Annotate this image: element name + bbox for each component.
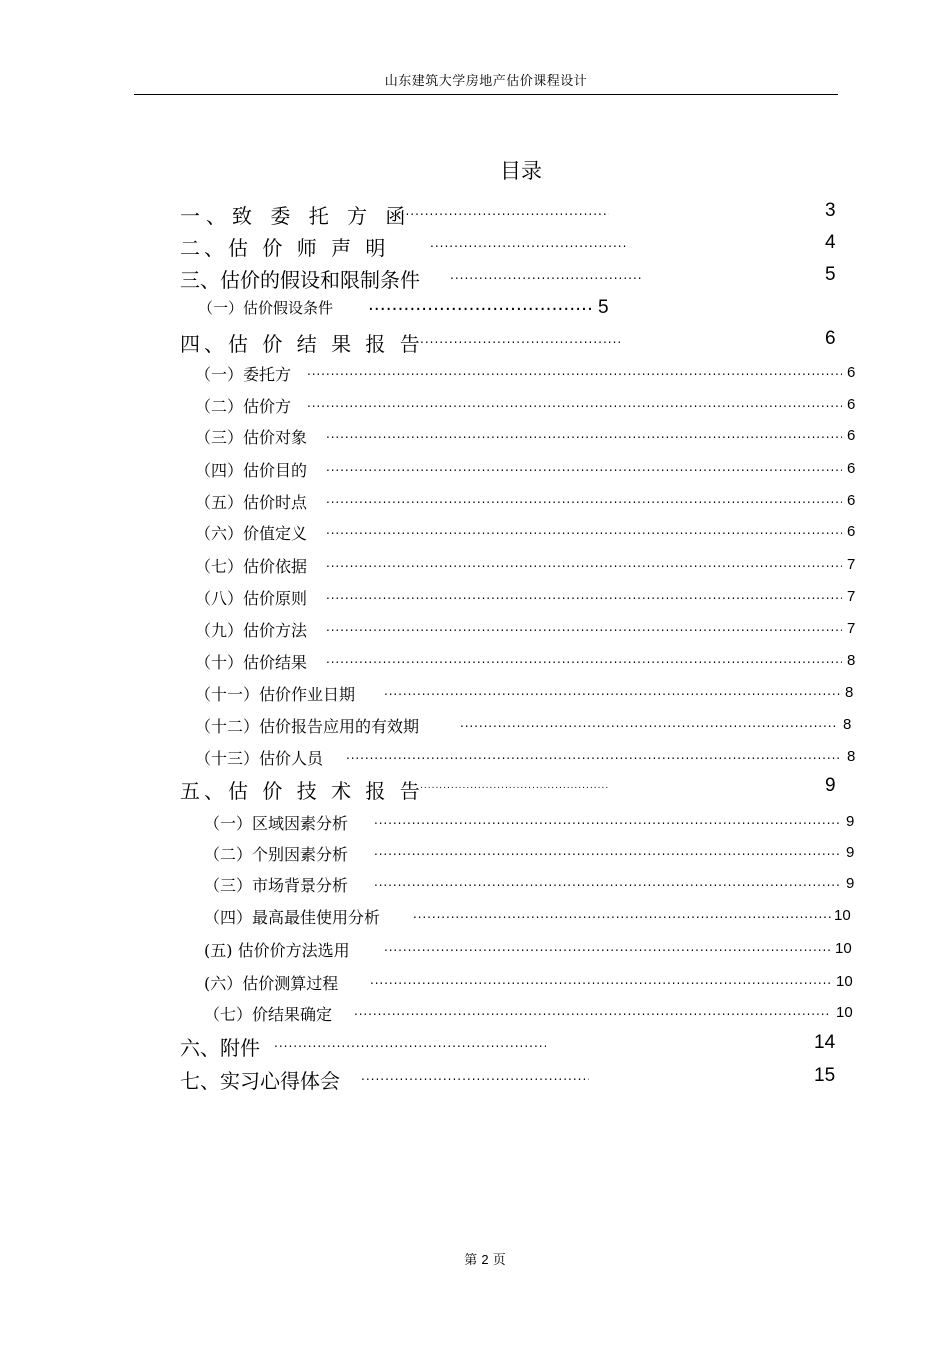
toc-entry-5-2[interactable]: [204, 842, 860, 866]
toc-leader-dots: [374, 844, 840, 858]
toc-entry-label: （三）估价对象: [195, 428, 308, 447]
toc-leader-dots: [430, 236, 628, 250]
toc-entry-6[interactable]: [180, 1032, 840, 1060]
toc-entry-page: 6: [847, 427, 856, 444]
toc-entry-4-10[interactable]: [195, 650, 860, 674]
toc-leader-dots: [307, 364, 842, 378]
toc-entry-page: 6: [847, 523, 856, 540]
toc-leader-dots: [354, 1004, 831, 1018]
toc-entry-label: （十三）估价人员: [195, 749, 324, 768]
toc-entry-4-2[interactable]: [195, 394, 860, 418]
toc-leader-dots: [391, 204, 609, 218]
toc-entry-4-3[interactable]: [195, 425, 860, 449]
page-footer: [0, 1249, 950, 1268]
toc-entry-page: 9: [846, 813, 855, 830]
toc-entry-label: 二、估 价 师 声 明: [180, 236, 390, 260]
toc-leader-dots: [274, 1036, 546, 1050]
toc-entry-page: 6: [847, 396, 856, 413]
toc-entry-page: 8: [845, 684, 854, 701]
toc-entry-label: （一）区域因素分析: [204, 814, 349, 833]
toc-entry-label: （七）价结果确定: [204, 1005, 333, 1024]
toc-entry-page: 6: [825, 328, 836, 349]
toc-entry-page: 7: [847, 620, 856, 637]
toc-leader-dots: [413, 907, 831, 921]
toc-entry-page: 8: [847, 748, 856, 765]
toc-entry-label: （七）估价依据: [195, 557, 308, 576]
toc-entry-label: (五) 估价价方法选用: [204, 941, 350, 960]
toc-entry-3[interactable]: [180, 264, 840, 292]
toc-entry-7[interactable]: [180, 1065, 840, 1093]
toc-entry-5-4[interactable]: [204, 905, 860, 929]
footer-prefix: 第: [464, 1253, 478, 1268]
toc-entry-4-6[interactable]: [195, 521, 860, 545]
toc-entry-page: 14: [814, 1032, 836, 1053]
toc-entry-label: （二）估价方: [195, 397, 292, 416]
toc-entry-label: （二）个别因素分析: [204, 845, 349, 864]
toc-entry-page: 8: [843, 716, 852, 733]
toc-entry-page: 4: [825, 232, 836, 253]
footer-suffix: 页: [492, 1253, 506, 1268]
toc-entry-4-4[interactable]: [195, 458, 860, 482]
toc-entry-label: （三）市场背景分析: [204, 876, 349, 895]
toc-leader-dots: [326, 556, 842, 570]
toc-leader-dots: [370, 973, 832, 987]
toc-entry-page: 6: [847, 460, 856, 477]
toc-entry-page: 6: [847, 492, 856, 509]
toc-entry-4-11[interactable]: [195, 682, 860, 706]
toc-leader-dots: [384, 940, 831, 954]
toc-leader-dots: [346, 748, 842, 762]
toc-entry-label: 一、致 委 托 方 函: [180, 204, 412, 228]
header-rule: [134, 94, 838, 95]
toc-entry-page: 5: [825, 264, 836, 285]
toc-entry-label: （四）估价目的: [195, 461, 308, 480]
toc-entry-page: 7: [847, 556, 856, 573]
toc-entry-3-1[interactable]: [198, 297, 628, 321]
toc-entry-label: （八）估价原则: [195, 589, 308, 608]
toc-entry-label: （十二）估价报告应用的有效期: [195, 717, 420, 736]
toc-entry-label: （九）估价方法: [195, 621, 308, 640]
toc-entry-page: 15: [814, 1065, 836, 1086]
toc-entry-label: 三、估价的假设和限制条件: [180, 268, 420, 292]
toc-leader-dots: [384, 684, 840, 698]
toc-entry-label: (六）估价测算过程: [204, 974, 339, 993]
toc-leader-dots: [361, 1069, 589, 1083]
toc-entry-page: 10: [834, 907, 851, 924]
toc-entry-5-1[interactable]: [204, 811, 860, 835]
toc-entry-5-3[interactable]: [204, 873, 860, 897]
toc-leader-dots: [307, 396, 842, 410]
toc-entry-page: 8: [847, 652, 856, 669]
toc-entry-page: 10: [836, 1004, 853, 1021]
toc-leader-dots: [326, 460, 842, 474]
toc-leader-dots: [374, 813, 840, 827]
toc-entry-label: （一）估价假设条件: [198, 299, 334, 317]
toc-entry-page: 9: [846, 844, 855, 861]
toc-entry-4-13[interactable]: [195, 746, 860, 770]
toc-leader-dots: [420, 332, 623, 346]
toc-entry-label: （十）估价结果: [195, 653, 308, 672]
toc-leader-dots: [326, 652, 842, 666]
toc-leader-dots: [326, 492, 842, 506]
toc-leader-dots: [368, 294, 594, 315]
running-header: 山东建筑大学房地产估价课程设计: [384, 74, 588, 89]
toc-entry-5-5[interactable]: [204, 938, 860, 962]
toc-entry-5-6[interactable]: [204, 971, 860, 995]
toc-entry-label: 七、实习心得体会: [180, 1069, 340, 1093]
toc-entry-4-8[interactable]: [195, 586, 860, 610]
toc-entry-1[interactable]: [180, 200, 840, 228]
toc-entry-4-5[interactable]: [195, 490, 860, 514]
toc-entry-4[interactable]: [180, 328, 840, 356]
toc-entry-5[interactable]: [180, 775, 840, 803]
toc-entry-label: 四、估 价 结 果 报 告: [180, 332, 424, 356]
toc-entry-4-12[interactable]: [195, 714, 860, 738]
toc-entry-label: 五、估 价 技 术 报 告: [180, 779, 424, 803]
toc-leader-dots: [326, 620, 842, 634]
toc-entry-page: 7: [847, 588, 856, 605]
toc-entry-page: 9: [846, 875, 855, 892]
toc-leader-dots: [326, 523, 842, 537]
toc-entry-label: 六、附件: [180, 1036, 260, 1060]
footer-page-number: 2: [481, 1252, 489, 1267]
toc-entry-page: 10: [835, 940, 852, 957]
toc-title: 目录: [500, 159, 542, 183]
toc-entry-label: （一）委托方: [195, 365, 292, 384]
toc-leader-dots: [450, 268, 643, 282]
toc-leader-dots: [460, 716, 838, 730]
toc-entry-page: 9: [825, 775, 836, 796]
toc-entry-5-7[interactable]: [204, 1002, 860, 1026]
toc-entry-label: （五）估价时点: [195, 493, 308, 512]
toc-entry-label: （六）价值定义: [195, 524, 308, 543]
toc-entry-4-7[interactable]: [195, 554, 860, 578]
toc-entry-page: 3: [825, 200, 836, 221]
toc-entry-page: 6: [847, 364, 856, 381]
toc-leader-dots: [420, 781, 608, 791]
toc-entry-label: （四）最高最佳使用分析: [204, 908, 381, 927]
toc-entry-label: （十一）估价作业日期: [195, 685, 356, 704]
toc-leader-dots: [326, 588, 842, 602]
toc-entry-page: 10: [836, 973, 853, 990]
toc-leader-dots: [326, 427, 842, 441]
toc-entry-2[interactable]: [180, 232, 840, 260]
toc-entry-4-9[interactable]: [195, 618, 860, 642]
toc-leader-dots: [374, 875, 840, 889]
toc-entry-4-1[interactable]: [195, 362, 860, 386]
toc-entry-page: 5: [598, 297, 609, 318]
